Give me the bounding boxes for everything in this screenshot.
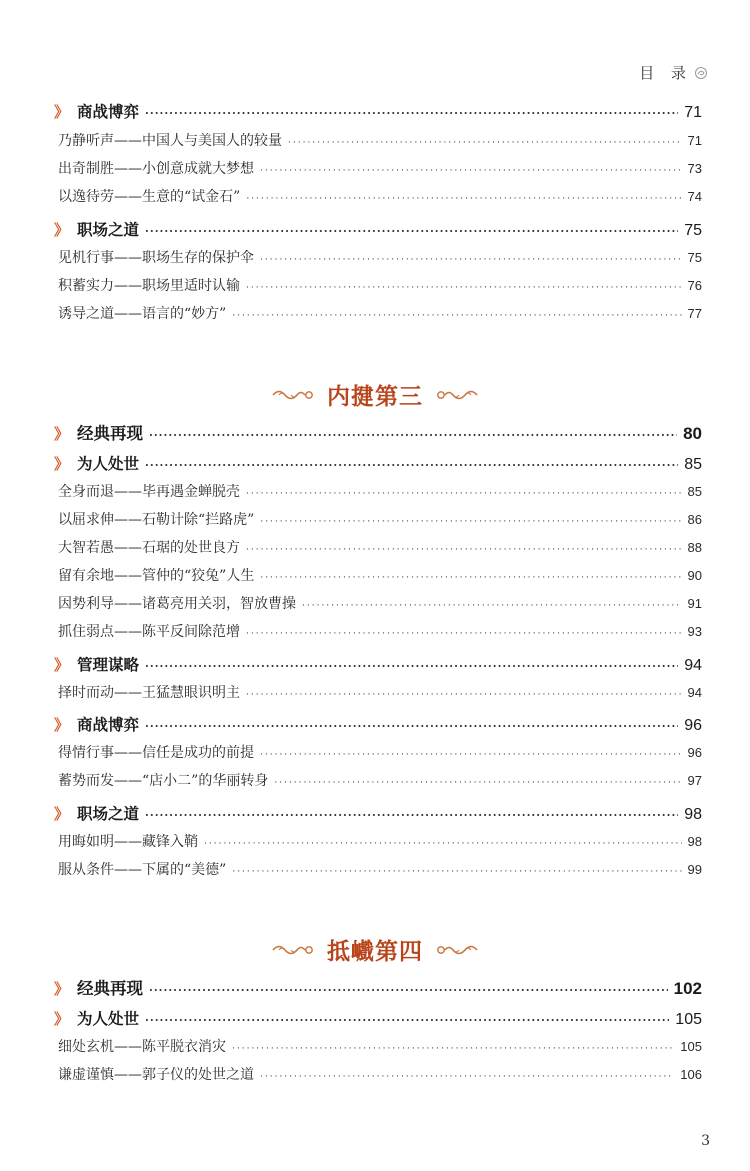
section-label: 》 职场之道 bbox=[54, 221, 140, 239]
toc-entry-row[interactable] bbox=[58, 831, 702, 851]
leader-dots bbox=[149, 984, 668, 997]
toc-entry-row[interactable] bbox=[58, 682, 702, 702]
page-number: 85 bbox=[687, 484, 702, 499]
page-number: 105 bbox=[680, 1039, 702, 1054]
double-chevron-icon: 》 bbox=[54, 425, 70, 443]
page-number: 71 bbox=[687, 133, 702, 148]
section-label: 》 经典再现 bbox=[54, 424, 144, 443]
toc-entry-row[interactable] bbox=[58, 770, 702, 790]
entry-title: 用晦如明——藏锋入鞘 bbox=[58, 834, 198, 850]
leader-dots bbox=[232, 311, 681, 321]
page-number: 76 bbox=[687, 278, 702, 293]
entry-title: 以逸待劳——生意的“试金石” bbox=[58, 189, 241, 205]
right-scroll-ornament-icon bbox=[435, 384, 479, 406]
leader-dots bbox=[246, 629, 682, 639]
entry-title: 大智若愚——石琚的处世良方 bbox=[58, 540, 240, 556]
page-number: 91 bbox=[687, 596, 702, 611]
toc-entry-row[interactable] bbox=[58, 537, 702, 557]
toc-entry-row[interactable] bbox=[58, 593, 702, 613]
leader-dots bbox=[302, 601, 682, 611]
toc-section-row[interactable] bbox=[54, 218, 702, 240]
page-number: 77 bbox=[687, 306, 702, 321]
leader-dots bbox=[204, 839, 682, 849]
double-chevron-icon: 》 bbox=[54, 805, 70, 823]
leader-dots bbox=[145, 459, 678, 472]
toc-section-row[interactable] bbox=[54, 452, 702, 474]
toc-entry-row[interactable] bbox=[58, 742, 702, 762]
chapter-title: 抵巇第四 bbox=[327, 938, 423, 965]
leader-dots bbox=[260, 1072, 674, 1082]
toc-entry-row[interactable] bbox=[58, 565, 702, 585]
leader-dots bbox=[149, 429, 677, 442]
toc-section-row[interactable] bbox=[54, 713, 702, 735]
leader-dots bbox=[145, 809, 678, 822]
leader-dots bbox=[246, 283, 682, 293]
toc-section-row[interactable] bbox=[54, 100, 702, 122]
chapter-heading bbox=[0, 378, 750, 411]
entry-title: 服从条件——下属的“美德” bbox=[58, 862, 227, 878]
toc-entry-row[interactable] bbox=[58, 275, 702, 295]
double-chevron-icon: 》 bbox=[54, 455, 70, 473]
running-header bbox=[639, 62, 708, 83]
toc-entry-row[interactable] bbox=[58, 621, 702, 641]
page-number: 97 bbox=[687, 773, 702, 788]
page-number: 99 bbox=[687, 862, 702, 877]
section-label: 》 商战博弈 bbox=[54, 716, 140, 734]
entry-title: 择时而动——王猛慧眼识明主 bbox=[58, 685, 240, 701]
leader-dots bbox=[246, 690, 682, 700]
toc-entry-row[interactable] bbox=[58, 158, 702, 178]
entry-title: 因势利导——诸葛亮用关羽，智放曹操 bbox=[58, 596, 296, 612]
entry-title: 谦虚谨慎——郭子仪的处世之道 bbox=[58, 1067, 254, 1083]
entry-title: 全身而退——毕再遇金蝉脱壳 bbox=[58, 484, 240, 500]
entry-title: 抓住弱点——陈平反间除范增 bbox=[58, 624, 240, 640]
entry-title: 得情行事——信任是成功的前提 bbox=[58, 745, 254, 761]
page-number: 80 bbox=[683, 424, 702, 443]
folio-page-number: 3 bbox=[701, 1133, 710, 1149]
section-label: 》 商战博弈 bbox=[54, 103, 140, 121]
toc-section-row[interactable] bbox=[54, 1007, 702, 1029]
toc-entry-row[interactable] bbox=[58, 859, 702, 879]
leader-dots bbox=[145, 225, 678, 238]
toc-entry-row[interactable] bbox=[58, 130, 702, 150]
leader-dots bbox=[274, 778, 681, 788]
leader-dots bbox=[246, 545, 682, 555]
entry-title: 见机行事——职场生存的保护伞 bbox=[58, 250, 254, 266]
page-number: 88 bbox=[687, 540, 702, 555]
double-chevron-icon: 》 bbox=[54, 221, 70, 239]
section-label: 》 经典再现 bbox=[54, 979, 144, 998]
toc-section-row[interactable] bbox=[54, 653, 702, 675]
double-chevron-icon: 》 bbox=[54, 103, 70, 121]
toc-section-row[interactable] bbox=[54, 802, 702, 824]
toc-entry-row[interactable] bbox=[58, 1064, 702, 1084]
toc-entry-row[interactable] bbox=[58, 481, 702, 501]
toc-entry-row[interactable] bbox=[58, 303, 702, 323]
page-number: 73 bbox=[687, 161, 702, 176]
leader-dots bbox=[260, 255, 682, 265]
section-label: 》 职场之道 bbox=[54, 805, 140, 823]
leader-dots bbox=[145, 107, 678, 120]
section-label: 》 管理谋略 bbox=[54, 656, 140, 674]
chapter-title: 内揵第三 bbox=[327, 383, 423, 410]
page-number: 75 bbox=[687, 250, 702, 265]
page-number: 85 bbox=[684, 456, 702, 473]
page-number: 93 bbox=[687, 624, 702, 639]
left-scroll-ornament-icon bbox=[271, 384, 315, 406]
toc-main-row[interactable] bbox=[54, 975, 702, 999]
leader-dots bbox=[145, 1014, 669, 1027]
page-number: 75 bbox=[684, 222, 702, 239]
leader-dots bbox=[246, 194, 681, 204]
page-number: 98 bbox=[687, 834, 702, 849]
page-number: 105 bbox=[675, 1011, 702, 1028]
section-label: 》 为人处世 bbox=[54, 1010, 140, 1028]
entry-title: 蓄势而发——“店小二”的华丽转身 bbox=[58, 773, 269, 789]
toc-entry-row[interactable] bbox=[58, 186, 702, 206]
toc-entry-row[interactable] bbox=[58, 247, 702, 267]
leader-dots bbox=[232, 1044, 674, 1054]
double-chevron-icon: 》 bbox=[54, 980, 70, 998]
toc-entry-row[interactable] bbox=[58, 1036, 702, 1056]
leader-dots bbox=[260, 750, 682, 760]
page-number: 74 bbox=[687, 189, 702, 204]
page-number: 86 bbox=[687, 512, 702, 527]
leader-dots bbox=[260, 573, 681, 583]
double-chevron-icon: 》 bbox=[54, 716, 70, 734]
left-scroll-ornament-icon bbox=[271, 939, 315, 961]
page-number: 94 bbox=[684, 657, 702, 674]
leader-dots bbox=[145, 720, 678, 733]
double-chevron-icon: 》 bbox=[54, 656, 70, 674]
section-label: 》 为人处世 bbox=[54, 455, 140, 473]
leader-dots bbox=[232, 867, 681, 877]
leader-dots bbox=[145, 660, 678, 673]
page-number: 96 bbox=[684, 717, 702, 734]
entry-title: 乃静听声——中国人与美国人的较量 bbox=[58, 133, 282, 149]
swirl-ornament-icon bbox=[694, 66, 708, 80]
entry-title: 留有余地——管仲的“狡兔”人生 bbox=[58, 568, 255, 584]
double-chevron-icon: 》 bbox=[54, 1010, 70, 1028]
leader-dots bbox=[288, 138, 682, 148]
chapter-heading bbox=[0, 933, 750, 966]
leader-dots bbox=[260, 166, 682, 176]
header-title: 目 录 bbox=[639, 64, 692, 82]
leader-dots bbox=[260, 517, 681, 527]
entry-title: 细处玄机——陈平脱衣消灾 bbox=[58, 1039, 226, 1055]
entry-title: 积蓄实力——职场里适时认输 bbox=[58, 278, 240, 294]
toc-main-row[interactable] bbox=[54, 420, 702, 444]
page-number: 102 bbox=[673, 979, 702, 998]
toc-entry-row[interactable] bbox=[58, 509, 702, 529]
entry-title: 诱导之道——语言的“妙方” bbox=[58, 306, 227, 322]
page-number: 90 bbox=[687, 568, 702, 583]
page-number: 96 bbox=[687, 745, 702, 760]
page-number: 71 bbox=[684, 104, 702, 121]
page-number: 94 bbox=[687, 685, 702, 700]
leader-dots bbox=[246, 489, 682, 499]
right-scroll-ornament-icon bbox=[435, 939, 479, 961]
page-number: 106 bbox=[680, 1067, 702, 1082]
entry-title: 以屈求伸——石勒计除“拦路虎” bbox=[58, 512, 255, 528]
page-number: 98 bbox=[684, 806, 702, 823]
entry-title: 出奇制胜——小创意成就大梦想 bbox=[58, 161, 254, 177]
